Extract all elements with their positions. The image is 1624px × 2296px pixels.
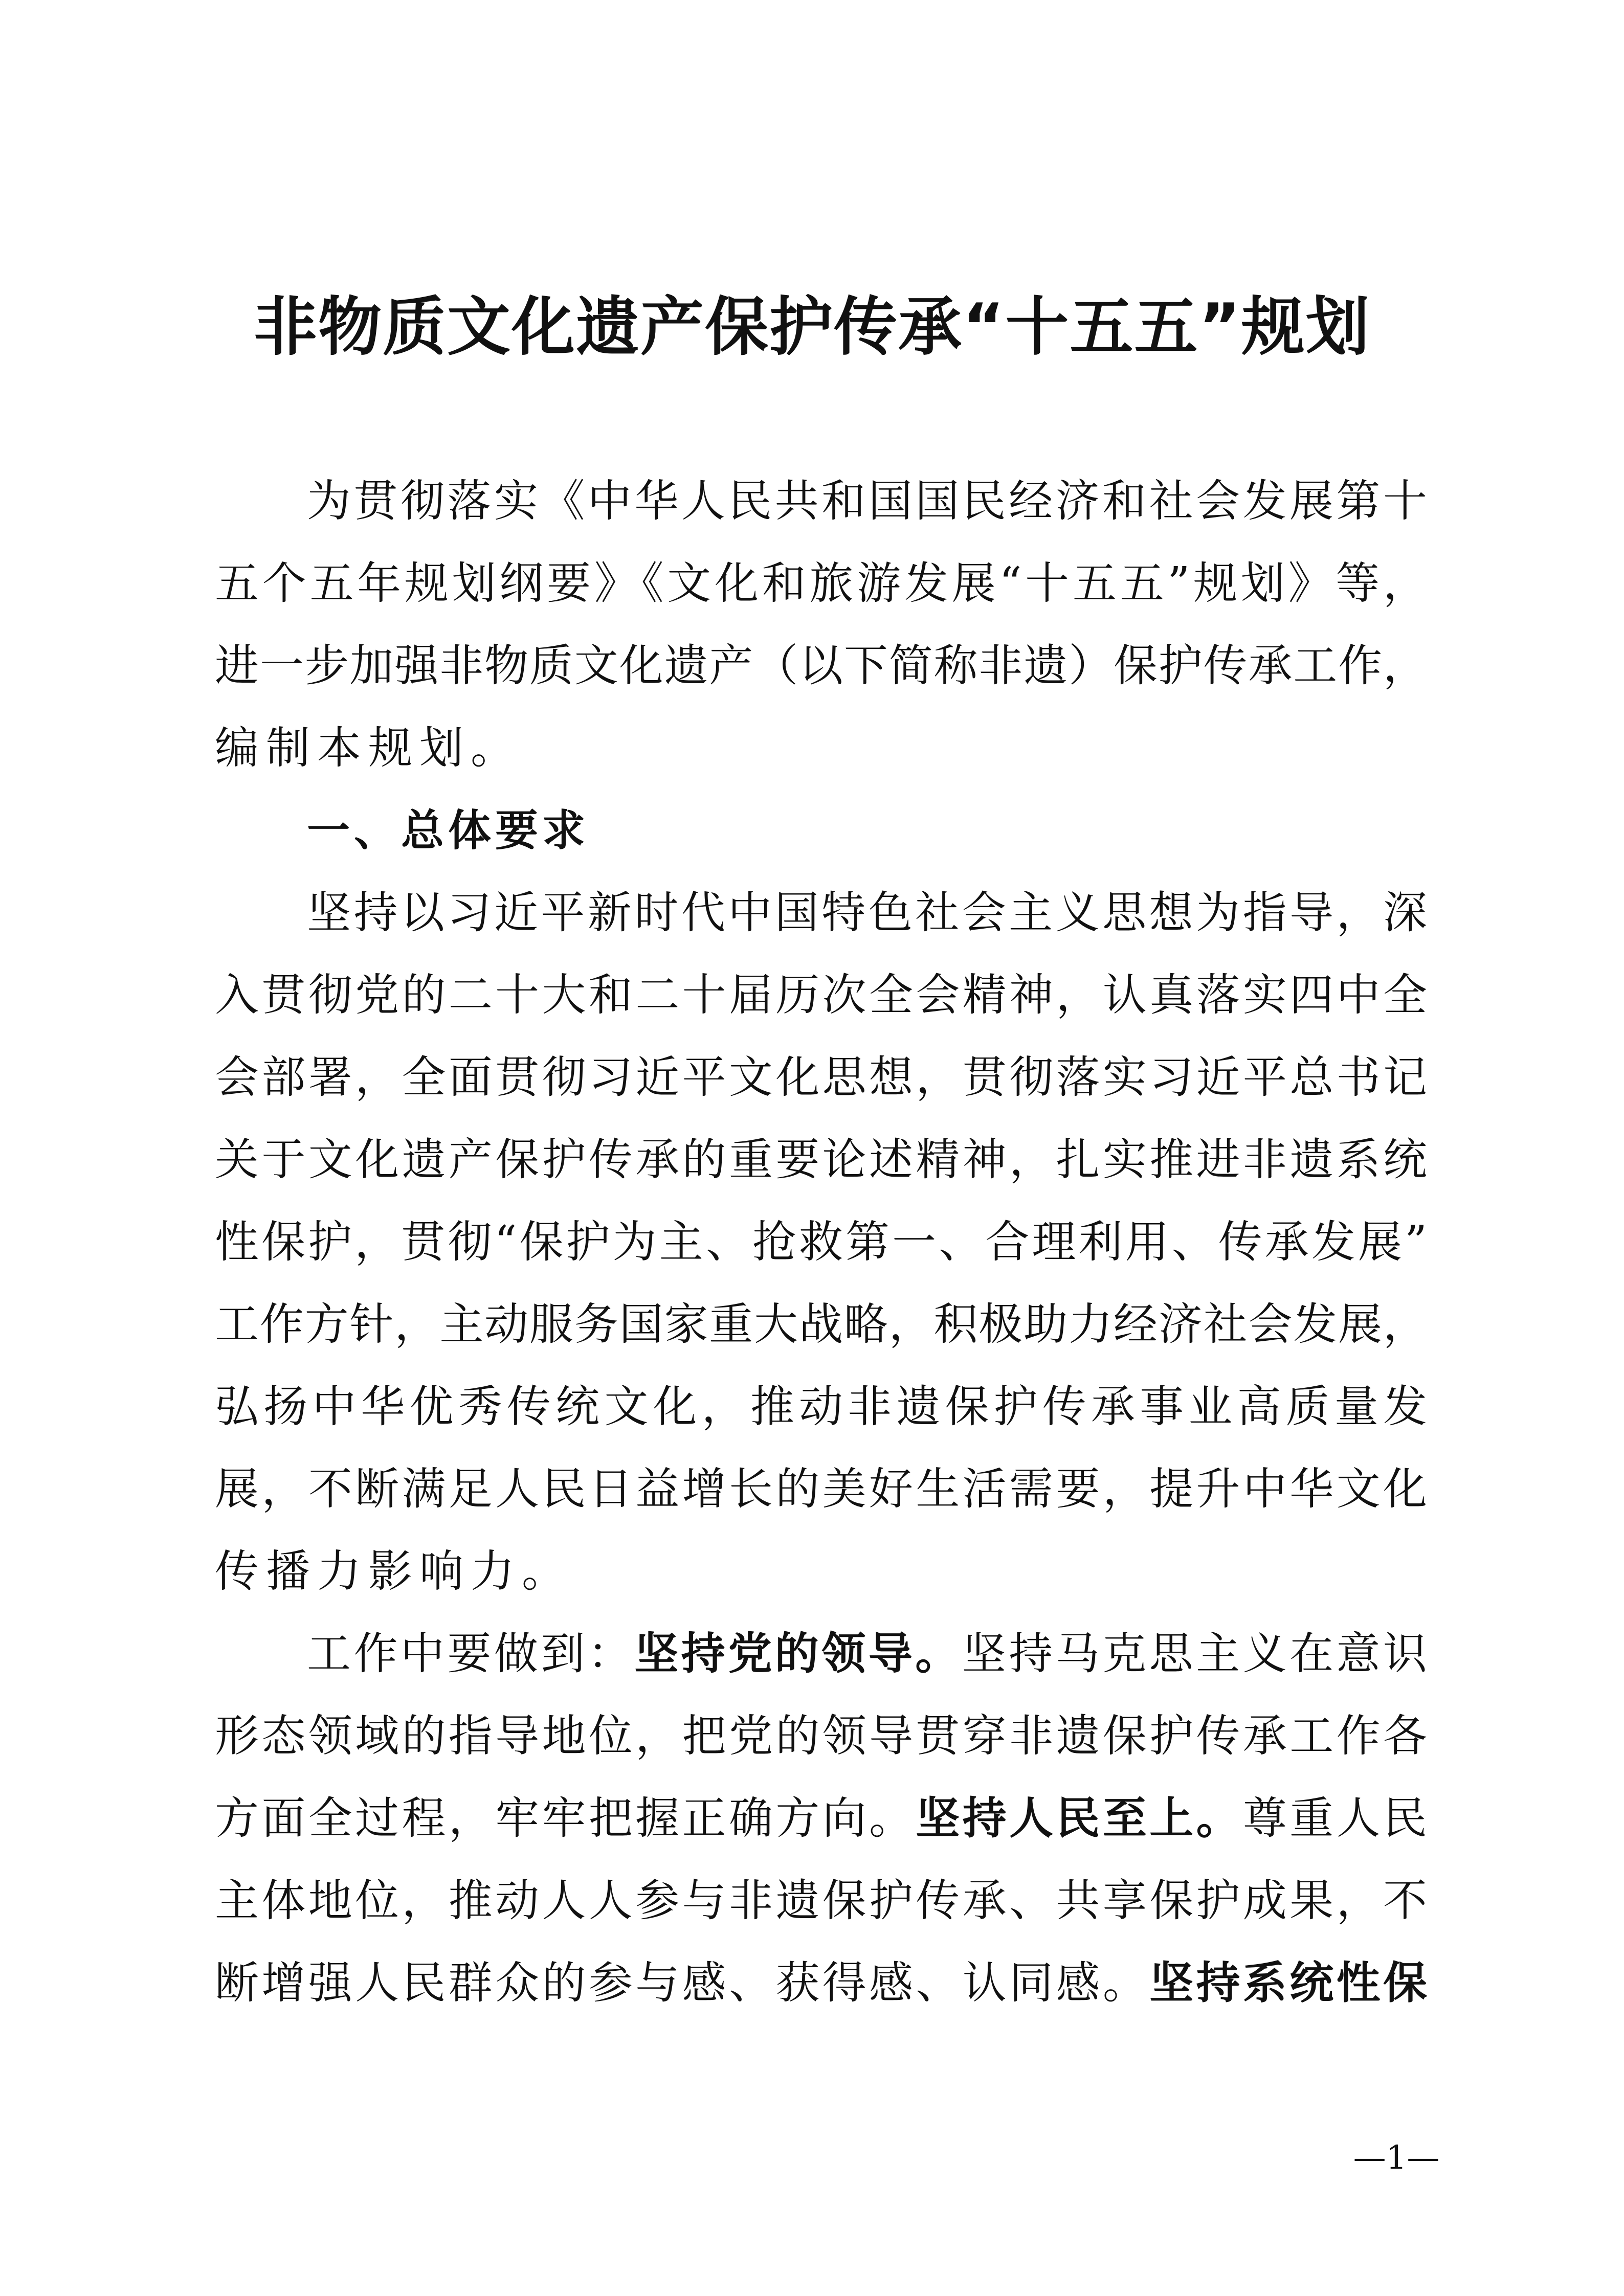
section-body-line-8: 展，不断满足人民日益增长的美好生活需要，提升中华文化 xyxy=(215,1464,1427,1515)
principles-line-5 xyxy=(215,1942,1427,2024)
principle-heading-party-leadership: 坚持党的领导。 xyxy=(634,1628,962,1679)
principles-line-4: 主体地位，推动人人参与非遗保护传承、共享保护成果，不 xyxy=(215,1875,1427,1926)
principles-line-2: 形态领域的指导地位，把党的领导贯穿非遗保护传承工作各 xyxy=(215,1710,1427,1762)
section-body-line-6: 工作方针，主动服务国家重大战略，积极助力经济社会发展， xyxy=(215,1299,1427,1350)
section-body-line-4: 关于文化遗产保护传承的重要论述精神，扎实推进非遗系统 xyxy=(215,1134,1427,1185)
section-body-line-7: 弘扬中华优秀传统文化，推动非遗保护传承事业高质量发 xyxy=(215,1381,1427,1432)
section-body-line-2: 入贯彻党的二十大和二十届历次全会精神，认真落实四中全 xyxy=(215,970,1427,1021)
principles-text: 方面全过程，牢牢把握正确方向。 xyxy=(215,1793,916,1844)
principle-heading-people-first: 坚持人民至上。 xyxy=(916,1793,1243,1844)
intro-line-1: 为贯彻落实《中华人民共和国国民经济和社会发展第十 xyxy=(307,476,1427,527)
section-body-line-3: 会部署，全面贯彻习近平文化思想，贯彻落实习近平总书记 xyxy=(215,1052,1427,1103)
principles-text: 尊重人民 xyxy=(1242,1793,1427,1844)
principle-heading-systematic-protection: 坚持系统性保 xyxy=(1149,1957,1427,2009)
intro-line-3: 进一步加强非物质文化遗产（以下简称非遗）保护传承工作， xyxy=(215,640,1427,691)
principles-text: 坚持马克思主义在意识 xyxy=(962,1628,1427,1679)
intro-line-4: 编制本规划。 xyxy=(215,723,522,774)
section-body-line-9: 传播力影响力。 xyxy=(215,1546,573,1597)
page-number: —1— xyxy=(1353,2139,1440,2177)
intro-line-2: 五个五年规划纲要》《文化和旅游发展“十五五”规划》等， xyxy=(215,558,1427,609)
principles-text: 断增强人民群众的参与感、获得感、认同感。 xyxy=(215,1957,1150,2009)
document-title: 非物质文化遗产保护传承“十五五”规划 xyxy=(254,290,1370,364)
principles-intro-text: 工作中要做到： xyxy=(307,1628,635,1679)
section-body-line-1: 坚持以习近平新时代中国特色社会主义思想为指导，深 xyxy=(307,887,1427,938)
section-heading: 一、总体要求 xyxy=(307,805,590,856)
principles-line-1 xyxy=(215,1613,1427,1695)
section-body-line-5: 性保护，贯彻“保护为主、抢救第一、合理利用、传承发展” xyxy=(215,1217,1427,1268)
principles-line-3 xyxy=(215,1777,1427,1860)
document-body xyxy=(215,460,1427,2024)
